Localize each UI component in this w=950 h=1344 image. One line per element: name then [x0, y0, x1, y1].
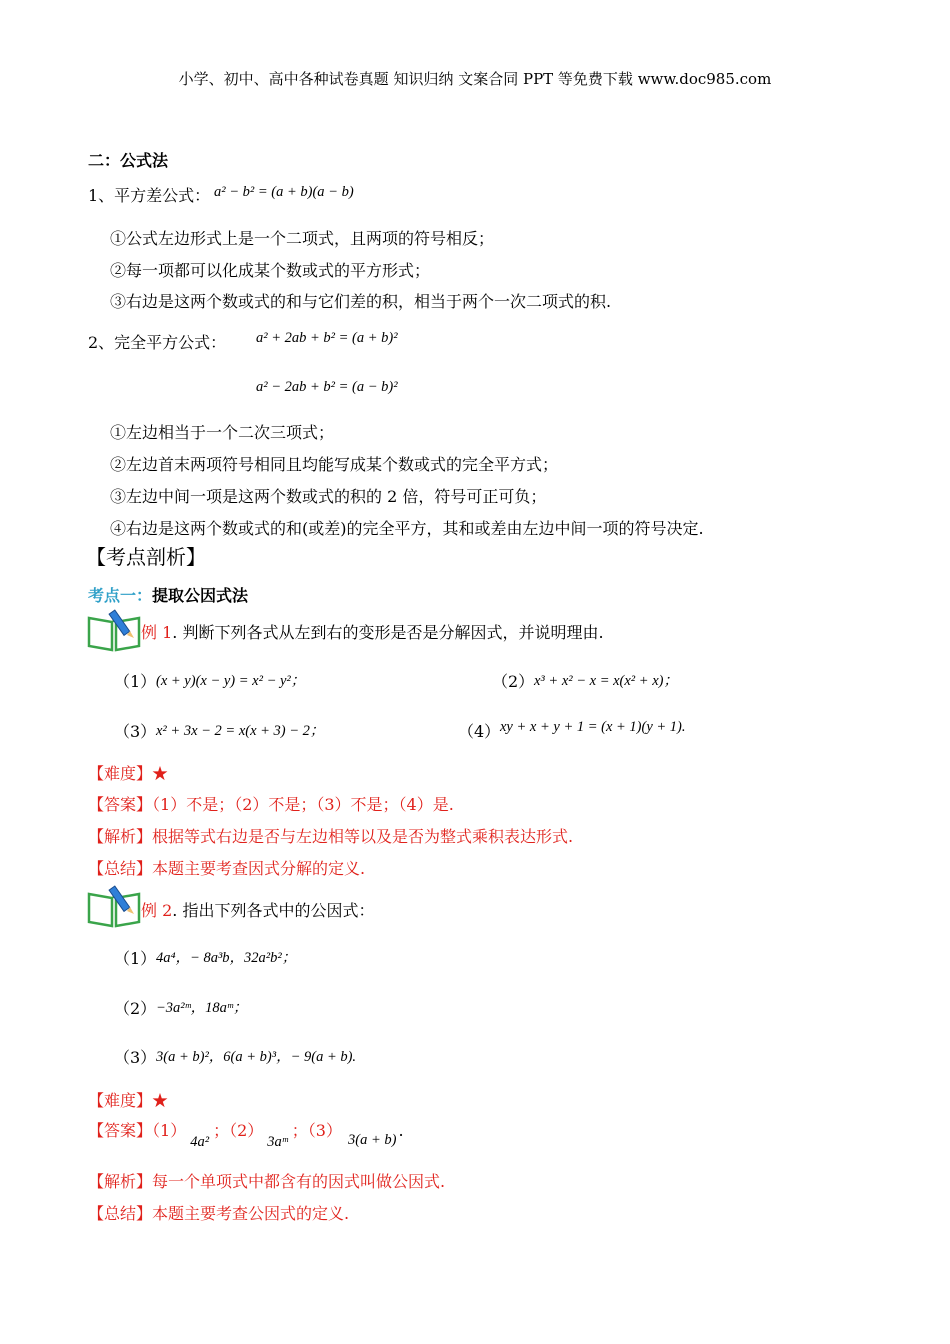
example2-answer-label: 【答案】: [88, 1121, 153, 1140]
example1-text: . 判断下列各式从左到右的变形是否是分解因式，并说明理由.: [172, 623, 604, 642]
example1-item3-num: （3）: [114, 722, 157, 741]
formula1-note-1: ①公式左边形式上是一个二项式，且两项的符号相反；: [110, 229, 495, 248]
example2-answer-part2: ；（2）: [213, 1121, 264, 1140]
example2-analysis-label: 【解析】: [88, 1172, 153, 1191]
example1-item4-expr: xy + x + y + 1 = (x + 1)(y + 1).: [500, 719, 686, 735]
example1-summary-label: 【总结】: [88, 859, 153, 878]
example2-item1-num: （1）: [114, 949, 157, 968]
formula1-note-2: ②每一项都可以化成某个数或式的平方形式；: [110, 261, 431, 280]
example2-item2-num: （2）: [114, 999, 157, 1018]
example2-analysis: 每一个单项式中都含有的因式叫做公因式.: [152, 1172, 446, 1191]
formula1-label: 1、平方差公式：: [88, 186, 211, 205]
example1-difficulty-stars: ★: [152, 764, 169, 783]
book-pencil-icon: [86, 884, 142, 928]
page-header: 小学、初中、高中各种试卷真题 知识归纳 文案合同 PPT 等免费下载 www.doc985.com: [178, 70, 772, 88]
example2-answer-expr1: 4a²: [190, 1134, 210, 1150]
formula2-label: 2、完全平方公式：: [88, 333, 227, 352]
kaodian-label: 考点一：: [88, 586, 153, 605]
example1-item2-num: （2）: [492, 672, 535, 691]
example2-item3-expr: 3(a + b)²，6(a + b)³，− 9(a + b).: [156, 1049, 357, 1065]
example1-item4-num: （4）: [458, 722, 501, 741]
example2-answer-expr3: 3(a + b): [347, 1132, 397, 1148]
example1-item1-expr: (x + y)(x − y) = x² − y²；: [156, 673, 306, 689]
formula2-note-1: ①左边相当于一个二次三项式；: [110, 423, 335, 442]
example1-difficulty-label: 【难度】: [88, 764, 153, 783]
section-heading: 【考点剖析】: [86, 545, 206, 569]
example1-item2-expr: x³ + x² − x = x(x² + x)；: [534, 673, 678, 689]
book-pencil-icon: [86, 608, 142, 652]
example1-item1-num: （1）: [114, 672, 157, 691]
example1-summary: 本题主要考查因式分解的定义.: [152, 859, 366, 878]
example2-summary-label: 【总结】: [88, 1204, 153, 1223]
formula1-note-3: ③右边是这两个数或式的和与它们差的积，相当于两个一次二项式的积.: [110, 292, 612, 311]
example2-answer-period: .: [398, 1121, 404, 1140]
example2-item1-expr: 4a⁴，− 8a³b，32a²b²；: [156, 950, 297, 966]
example1-answer-label: 【答案】: [88, 795, 153, 814]
example1-analysis-label: 【解析】: [88, 827, 153, 846]
example2-item2-expr: −3a²ᵐ，18aᵐ；: [156, 1000, 248, 1016]
example2-item3-num: （3）: [114, 1048, 157, 1067]
example1-label: 例 1: [141, 623, 173, 642]
example2-answer-part1: （1）: [152, 1121, 187, 1140]
example1-answer: （1）不是；（2）不是；（3）不是；（4）是.: [152, 795, 454, 814]
example2-difficulty-stars: ★: [152, 1091, 169, 1110]
example2-label: 例 2: [141, 901, 173, 920]
example2-answer-part3: ；（3）: [291, 1121, 342, 1140]
formula2-note-4: ④右边是这两个数或式的和(或差)的完全平方，其和或差由左边中间一项的符号决定.: [110, 519, 704, 538]
formula1-expr: a² − b² = (a + b)(a − b): [214, 184, 354, 200]
example2-answer-expr2: 3aᵐ: [267, 1134, 288, 1150]
formula2-note-3: ③左边中间一项是这两个数或式的积的 2 倍，符号可正可负；: [110, 487, 547, 506]
formula2-note-2: ②左边首末两项符号相同且均能写成某个数或式的完全平方式；: [110, 455, 559, 474]
example2-difficulty-label: 【难度】: [88, 1091, 153, 1110]
formula2-expr-2: a² − 2ab + b² = (a − b)²: [256, 379, 398, 395]
example2-summary: 本题主要考查公因式的定义.: [152, 1204, 350, 1223]
example1-item3-expr: x² + 3x − 2 = x(x + 3) − 2；: [156, 723, 325, 739]
example2-text: . 指出下列各式中的公因式：: [172, 901, 375, 920]
section-title-formula: 二：公式法: [88, 151, 169, 170]
kaodian-title: 提取公因式法: [152, 586, 249, 605]
formula2-expr-1: a² + 2ab + b² = (a + b)²: [256, 330, 398, 346]
example1-analysis: 根据等式右边是否与左边相等以及是否为整式乘积表达形式.: [152, 827, 574, 846]
